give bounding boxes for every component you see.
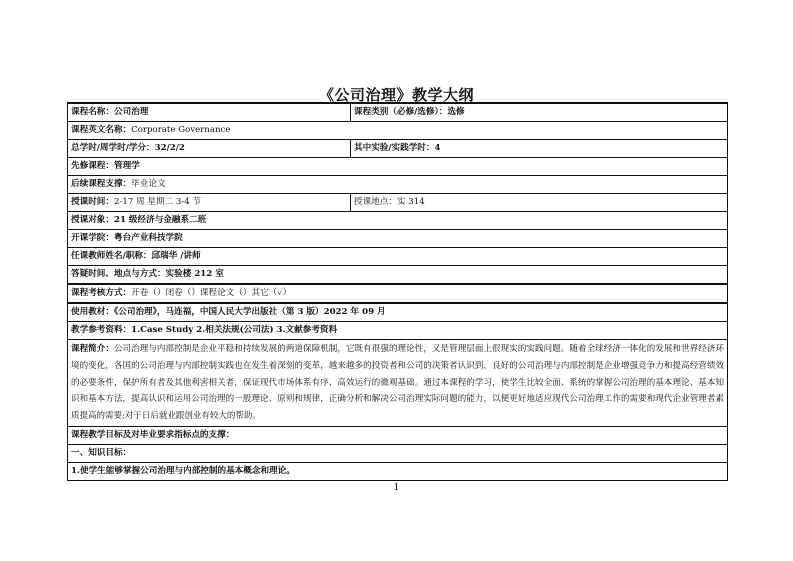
follow-label: 后续课程支撑： (71, 179, 132, 189)
row-target (68, 212, 728, 230)
prereq-label: 先修课程： (71, 161, 114, 171)
row-knowledge-1 (68, 462, 728, 480)
course-name-value: 公司治理 (113, 107, 149, 117)
row-assess (68, 284, 728, 303)
refs-label: 教学参考资料： (71, 325, 132, 335)
place-label: 授课地点： (354, 197, 397, 207)
knowledge-item-1: 1.使学生能够掌握公司治理与内部控制的基本概念和理论。 (71, 465, 295, 476)
course-type-value: 选修 (447, 107, 465, 117)
row-hours (68, 140, 728, 158)
row-knowledge-heading (68, 444, 728, 462)
syllabus-table (67, 102, 728, 481)
hours-value: 32/2/2 (154, 143, 185, 153)
objectives-label: 课程教学目标及对毕业要求指标点的支撑： (71, 429, 235, 440)
time-value: 2-17 周 星期二 3-4 节 (113, 197, 202, 207)
row-course-name (68, 103, 728, 122)
row-objectives-heading (68, 426, 728, 444)
teacher-label: 任课教师姓名/职称： (71, 251, 152, 261)
refs-value: 1.Case Study 2.相关法规(公司法) 3.文献参考资料 (131, 325, 338, 335)
page-number: 1 (393, 483, 400, 493)
textbook-label: 使用教材： (71, 307, 114, 317)
course-type-label: 课程类别（必修/选修）： (354, 107, 448, 117)
textbook-value: 《公司治理》，马连福，中国人民大学出版社（第 3 版）2022 年 09 月 (113, 307, 386, 317)
prereq-value: 管理学 (113, 161, 140, 171)
teacher-value: 邱瑞华 /讲师 (151, 251, 201, 261)
row-textbook (68, 303, 728, 322)
qa-label: 答疑时间、地点与方式： (71, 269, 166, 279)
row-prereq (68, 158, 728, 176)
hours-label: 总学时/周学时/学分： (71, 143, 155, 153)
row-college (68, 230, 728, 248)
intro-text: 公司治理与内部控制是企业平稳和持续发展的两道保障机制，它既有很强的理论性，又是管理层面上很现实的实践问题。随着全球经济一体化的发展和世界经济环境的变化，各国的公司治理与内部控制实践也在发生着深刻的变革，越来越多的投资者和公司的决策者认识到，良好的公司治理与内部控制是企业增强竞争力和提高经营绩效的必要条件，保护所有者及其他利害相关者，保证现代市场体系有序、高效运行的微观基础。通过本课程的学习，使学生比较全面、系统的掌握公司治理的基本理论、基本知识和基本方法，提高认识和运用公司治理的一般理论、原则和规律，正确分析和解决公司治理实际问题的能力，以便更好地适应现代公司治理工作的需要和现代企业管理者素质提高的需要;对于日后就业跟创业有较大的帮助。 (71, 344, 724, 422)
target-label: 授课对象： (71, 215, 114, 225)
follow-value: 毕业论文 (131, 179, 166, 189)
knowledge-label: 一、知识目标： (71, 447, 132, 458)
qa-value: 实验楼 212 室 (165, 269, 224, 279)
row-qa (68, 266, 728, 285)
assess-value: 开卷（）闭卷（）课程论文（）其它（✓） (131, 288, 292, 298)
place-value: 实 314 (396, 197, 425, 207)
course-name-label: 课程名称： (71, 107, 114, 117)
row-refs (68, 322, 728, 340)
row-time (68, 194, 728, 212)
english-name-label: 课程英文名称： (71, 125, 132, 135)
page-title: 《公司治理》教学大纲 (318, 86, 474, 104)
assess-label: 课程考核方式： (71, 288, 132, 298)
lab-hours-value: 4 (434, 143, 441, 153)
english-name-value: Corporate Governance (131, 125, 231, 135)
lab-hours-label: 其中实验/实践学时： (354, 143, 435, 153)
row-follow (68, 176, 728, 194)
target-value: 21 级经济与金融系二班 (113, 215, 207, 225)
college-label: 开课学院： (71, 233, 114, 243)
time-label: 授课时间： (71, 197, 114, 207)
row-teacher (68, 248, 728, 266)
row-english-name (68, 122, 728, 140)
intro-label: 课程简介： (71, 344, 114, 354)
college-value: 粤台产业科技学院 (113, 233, 183, 243)
row-intro (68, 340, 728, 427)
